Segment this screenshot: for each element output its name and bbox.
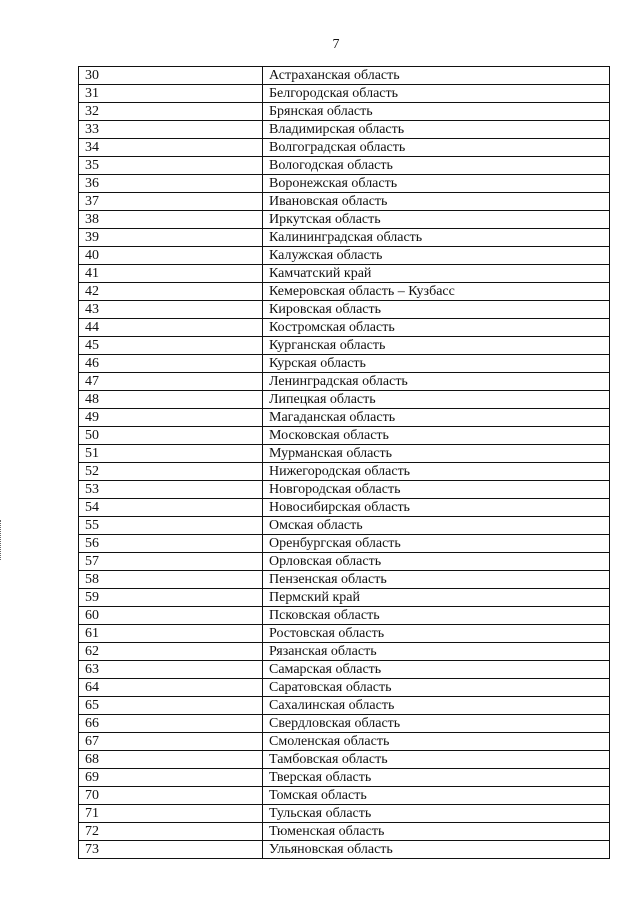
region-number-cell: 41: [79, 265, 263, 283]
region-number-cell: 65: [79, 697, 263, 715]
region-name-cell: Новосибирская область: [263, 499, 610, 517]
region-name-cell: Тульская область: [263, 805, 610, 823]
region-number-cell: 51: [79, 445, 263, 463]
region-number-cell: 61: [79, 625, 263, 643]
region-number-cell: 72: [79, 823, 263, 841]
table-row: [79, 337, 610, 355]
region-number-cell: 54: [79, 499, 263, 517]
region-number-cell: 70: [79, 787, 263, 805]
regions-table: [78, 66, 610, 859]
region-name-cell: Тамбовская область: [263, 751, 610, 769]
region-number-cell: 56: [79, 535, 263, 553]
region-name-cell: Брянская область: [263, 103, 610, 121]
table-row: [79, 607, 610, 625]
region-name-cell: Волгоградская область: [263, 139, 610, 157]
table-row: [79, 643, 610, 661]
table-row: [79, 787, 610, 805]
table-row: [79, 463, 610, 481]
table-row: [79, 517, 610, 535]
table-row: [79, 751, 610, 769]
region-number-cell: 59: [79, 589, 263, 607]
region-name-cell: Воронежская область: [263, 175, 610, 193]
region-number-cell: 58: [79, 571, 263, 589]
region-name-cell: Ивановская область: [263, 193, 610, 211]
table-row: [79, 175, 610, 193]
region-name-cell: Курганская область: [263, 337, 610, 355]
region-name-cell: Костромская область: [263, 319, 610, 337]
table-row: [79, 841, 610, 859]
region-number-cell: 47: [79, 373, 263, 391]
table-row: [79, 697, 610, 715]
region-number-cell: 36: [79, 175, 263, 193]
region-name-cell: Томская область: [263, 787, 610, 805]
table-row: [79, 193, 610, 211]
table-row: [79, 373, 610, 391]
region-name-cell: Сахалинская область: [263, 697, 610, 715]
region-number-cell: 34: [79, 139, 263, 157]
table-row: [79, 715, 610, 733]
region-name-cell: Свердловская область: [263, 715, 610, 733]
region-name-cell: Смоленская область: [263, 733, 610, 751]
region-name-cell: Пензенская область: [263, 571, 610, 589]
region-number-cell: 46: [79, 355, 263, 373]
region-number-cell: 43: [79, 301, 263, 319]
page-number: 7: [332, 37, 340, 52]
table-row: [79, 625, 610, 643]
region-name-cell: Магаданская область: [263, 409, 610, 427]
region-number-cell: 31: [79, 85, 263, 103]
region-name-cell: Рязанская область: [263, 643, 610, 661]
region-name-cell: Нижегородская область: [263, 463, 610, 481]
table-row: [79, 157, 610, 175]
region-name-cell: Калининградская область: [263, 229, 610, 247]
region-name-cell: Белгородская область: [263, 85, 610, 103]
region-number-cell: 38: [79, 211, 263, 229]
region-name-cell: Камчатский край: [263, 265, 610, 283]
table-row: [79, 481, 610, 499]
table-row: [79, 553, 610, 571]
region-number-cell: 69: [79, 769, 263, 787]
region-number-cell: 63: [79, 661, 263, 679]
table-row: [79, 247, 610, 265]
region-number-cell: 52: [79, 463, 263, 481]
table-row: [79, 85, 610, 103]
table-row: [79, 805, 610, 823]
table-row: [79, 733, 610, 751]
table-row: [79, 229, 610, 247]
region-name-cell: Тверская область: [263, 769, 610, 787]
region-name-cell: Пермский край: [263, 589, 610, 607]
regions-table-body: [79, 67, 610, 859]
table-row: [79, 355, 610, 373]
table-row: [79, 265, 610, 283]
region-name-cell: Иркутская область: [263, 211, 610, 229]
table-row: [79, 211, 610, 229]
region-name-cell: Вологодская область: [263, 157, 610, 175]
table-row: [79, 427, 610, 445]
region-name-cell: Владимирская область: [263, 121, 610, 139]
region-name-cell: Липецкая область: [263, 391, 610, 409]
region-name-cell: Кемеровская область – Кузбасс: [263, 283, 610, 301]
region-number-cell: 67: [79, 733, 263, 751]
table-row: [79, 589, 610, 607]
table-row: [79, 283, 610, 301]
region-number-cell: 30: [79, 67, 263, 85]
region-number-cell: 53: [79, 481, 263, 499]
region-number-cell: 66: [79, 715, 263, 733]
region-name-cell: Мурманская область: [263, 445, 610, 463]
table-row: [79, 301, 610, 319]
region-number-cell: 37: [79, 193, 263, 211]
region-number-cell: 49: [79, 409, 263, 427]
region-number-cell: 71: [79, 805, 263, 823]
table-row: [79, 391, 610, 409]
region-name-cell: Оренбургская область: [263, 535, 610, 553]
table-row: [79, 823, 610, 841]
table-row: [79, 679, 610, 697]
region-number-cell: 57: [79, 553, 263, 571]
region-name-cell: Орловская область: [263, 553, 610, 571]
region-name-cell: Астраханская область: [263, 67, 610, 85]
region-number-cell: 42: [79, 283, 263, 301]
margin-mark: [0, 520, 3, 560]
region-name-cell: Кировская область: [263, 301, 610, 319]
region-number-cell: 68: [79, 751, 263, 769]
table-row: [79, 499, 610, 517]
table-row: [79, 571, 610, 589]
region-name-cell: Тюменская область: [263, 823, 610, 841]
table-row: [79, 103, 610, 121]
region-number-cell: 44: [79, 319, 263, 337]
region-name-cell: Самарская область: [263, 661, 610, 679]
table-row: [79, 445, 610, 463]
region-number-cell: 40: [79, 247, 263, 265]
region-number-cell: 55: [79, 517, 263, 535]
region-name-cell: Омская область: [263, 517, 610, 535]
region-name-cell: Новгородская область: [263, 481, 610, 499]
table-row: [79, 409, 610, 427]
region-number-cell: 45: [79, 337, 263, 355]
region-number-cell: 62: [79, 643, 263, 661]
region-number-cell: 39: [79, 229, 263, 247]
table-row: [79, 139, 610, 157]
region-name-cell: Ростовская область: [263, 625, 610, 643]
region-number-cell: 50: [79, 427, 263, 445]
region-number-cell: 48: [79, 391, 263, 409]
region-number-cell: 32: [79, 103, 263, 121]
region-number-cell: 60: [79, 607, 263, 625]
region-name-cell: Псковская область: [263, 607, 610, 625]
region-name-cell: Саратовская область: [263, 679, 610, 697]
table-row: [79, 67, 610, 85]
region-number-cell: 73: [79, 841, 263, 859]
region-name-cell: Московская область: [263, 427, 610, 445]
table-row: [79, 121, 610, 139]
region-name-cell: Курская область: [263, 355, 610, 373]
region-number-cell: 33: [79, 121, 263, 139]
region-name-cell: Ленинградская область: [263, 373, 610, 391]
table-row: [79, 661, 610, 679]
region-name-cell: Калужская область: [263, 247, 610, 265]
table-row: [79, 535, 610, 553]
region-number-cell: 35: [79, 157, 263, 175]
region-name-cell: Ульяновская область: [263, 841, 610, 859]
region-number-cell: 64: [79, 679, 263, 697]
table-row: [79, 769, 610, 787]
table-row: [79, 319, 610, 337]
